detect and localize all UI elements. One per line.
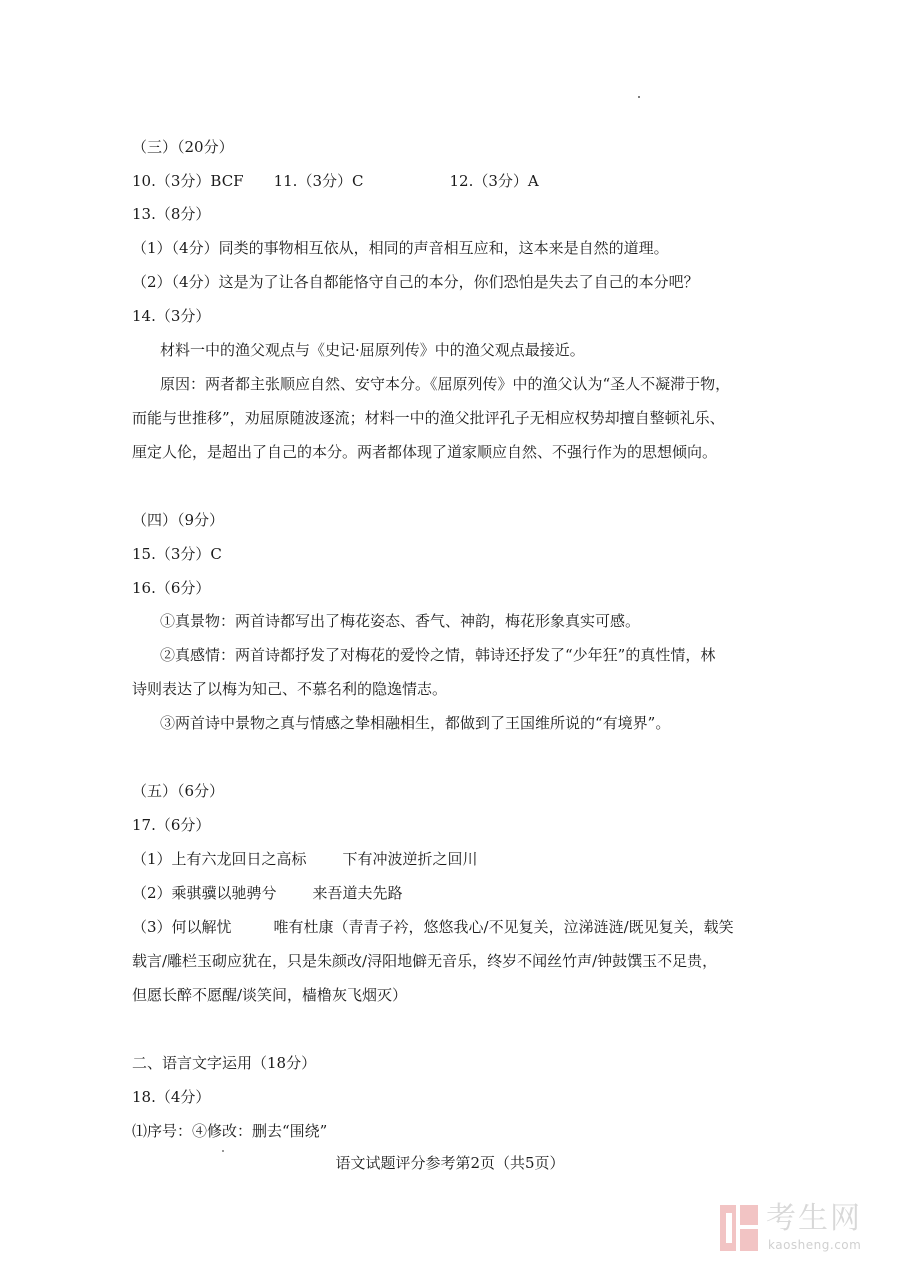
q16-point-1: ①真景物：两首诗都写出了梅花姿态、香气、神韵，梅花形象真实可感。 bbox=[160, 612, 641, 630]
q17-3-second: 唯有杜康（青青子衿，悠悠我心/不见复关，泣涕涟涟/既见复关，载笑 bbox=[273, 918, 734, 936]
q12-answer: 12.（3分）A bbox=[449, 172, 539, 190]
q17-answer-3 bbox=[132, 917, 734, 937]
q17-2-first: （2）乘骐骥以驰骋兮 bbox=[132, 884, 277, 902]
scan-speck bbox=[222, 1150, 224, 1152]
q17-answer-2 bbox=[132, 883, 403, 903]
q14-paragraph-2-line-2: 而能与世推移”，劝屈原随波逐流；材料一中的渔父批评孔子无相应权势却擅自整顿礼乐、 bbox=[132, 409, 725, 427]
part-2-header: 二、语言文字运用（18分） bbox=[132, 1054, 317, 1072]
q17-2-second: 来吾道夫先路 bbox=[312, 884, 403, 902]
q14-paragraph-2-line-3: 厘定人伦，是超出了自己的本分。两者都体现了道家顺应自然、不强行作为的思想倾向。 bbox=[132, 443, 718, 461]
section-5-header: （五）（6分） bbox=[132, 782, 225, 800]
q14-paragraph-2-line-1: 原因：两者都主张顺应自然、安守本分。《屈原列传》中的渔父认为“圣人不凝滞于物， bbox=[160, 375, 731, 393]
page-footer: 语文试题评分参考第2页（共5页） bbox=[335, 1154, 565, 1172]
q16-header: 16.（6分） bbox=[132, 579, 211, 597]
section-4-header: （四）（9分） bbox=[132, 511, 225, 529]
watermark-logo-domain: kaosheng.com bbox=[768, 1238, 862, 1252]
q16-point-3: ③两首诗中景物之真与情感之挚相融相生，都做到了王国维所说的“有境界”。 bbox=[160, 714, 671, 732]
q13-header: 13.（8分） bbox=[132, 205, 211, 223]
q17-answer-3-line-3: 但愿长醉不愿醒/谈笑间，樯橹灰飞烟灭） bbox=[132, 986, 408, 1004]
q16-point-2-line-1: ②真感情：两首诗都抒发了对梅花的爱怜之情，韩诗还抒发了“少年狂”的真性情，林 bbox=[160, 646, 716, 664]
q18-header: 18.（4分） bbox=[132, 1088, 211, 1106]
q14-paragraph-1: 材料一中的渔父观点与《史记·屈原列传》中的渔父观点最接近。 bbox=[160, 341, 585, 359]
q18-answer-1: ⑴序号：④修改：删去“围绕” bbox=[132, 1122, 328, 1140]
q10-answer: 10.（3分）BCF bbox=[132, 172, 244, 190]
q17-answer-1 bbox=[132, 849, 478, 869]
q15-answer: 15.（3分）C bbox=[132, 545, 222, 563]
q14-header: 14.（3分） bbox=[132, 307, 211, 325]
q17-header: 17.（6分） bbox=[132, 816, 211, 834]
q17-answer-3-line-2: 载言/雕栏玉砌应犹在，只是朱颜改/浔阳地僻无音乐，终岁不闻丝竹声/钟鼓馔玉不足贵， bbox=[132, 952, 718, 970]
q16-point-2-line-2: 诗则表达了以梅为知己、不慕名利的隐逸情志。 bbox=[132, 680, 448, 698]
q10-12-row bbox=[132, 171, 539, 191]
q13-answer-1: （1）（4分）同类的事物相互依从，相同的声音相互应和，这本来是自然的道理。 bbox=[132, 239, 669, 257]
q11-answer: 11.（3分）C bbox=[273, 172, 364, 190]
kaosheng-logo-icon bbox=[718, 1203, 760, 1253]
q17-3-first: （3）何以解忧 bbox=[132, 918, 232, 936]
scan-speck bbox=[638, 96, 640, 98]
q17-1-first: （1）上有六龙回日之高标 bbox=[132, 850, 307, 868]
watermark-logo bbox=[718, 1199, 878, 1259]
section-3-header: （三）（20分） bbox=[132, 138, 234, 156]
q13-answer-2: （2）（4分）这是为了让各自都能恪守自己的本分，你们恐怕是失去了自己的本分吧？ bbox=[132, 273, 699, 291]
watermark-logo-text: 考生网 bbox=[766, 1201, 862, 1236]
q17-1-second: 下有冲波逆折之回川 bbox=[342, 850, 478, 868]
